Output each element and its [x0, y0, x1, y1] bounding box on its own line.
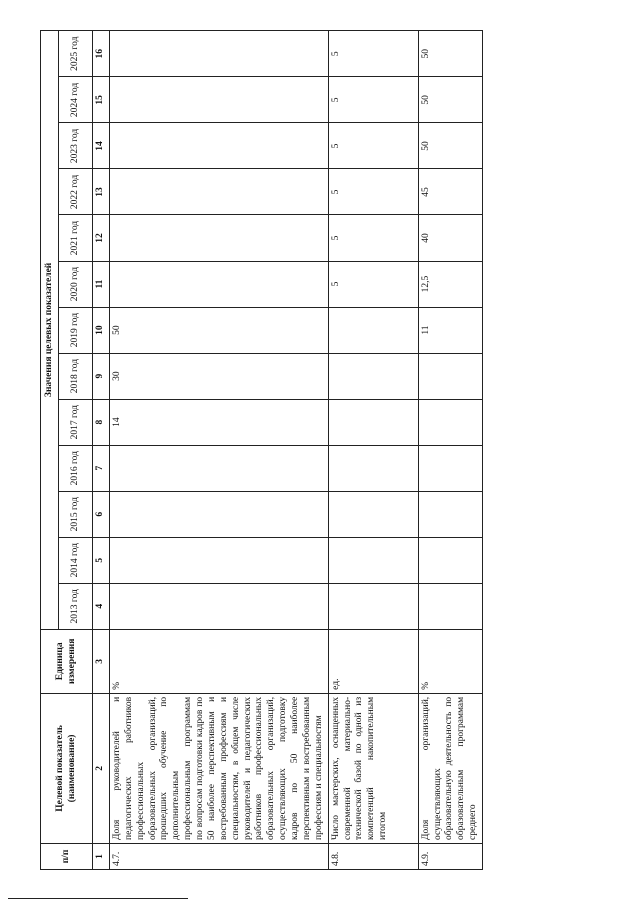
col-header-no: п/п	[41, 843, 93, 869]
value-cell: 50	[418, 31, 482, 77]
value-cell	[109, 77, 328, 123]
value-cell	[418, 353, 482, 399]
value-cell: 5	[328, 31, 418, 77]
value-cell	[328, 307, 418, 353]
indicator-name: Доля руководителей и педагогических работников профессиональных образовательных организаций, прошедших обучение по дополнительным профессиональным программам по вопросам подготовки кадров по 50 наиболее перспективным и востребованным профессиям и специальностям, в общем числе руководителей и педагогических работников профессиональных образовательных организаций, осуществляющих подготовку кадров по 50 наиболее перспективным и востребованным профессиям и специальностям	[109, 693, 328, 843]
value-cell	[109, 169, 328, 215]
value-cell: 50	[418, 77, 482, 123]
year-header: 2018 год	[59, 353, 93, 399]
year-header: 2020 год	[59, 261, 93, 307]
unit-cell: %	[418, 629, 482, 693]
value-cell	[328, 353, 418, 399]
year-header: 2015 год	[59, 491, 93, 537]
column-number: 8	[93, 399, 110, 445]
column-number: 4	[93, 583, 110, 629]
year-header: 2016 год	[59, 445, 93, 491]
col-header-values: Значения целевых показателей	[41, 31, 59, 630]
value-cell	[109, 261, 328, 307]
indicator-name: Доля организаций, осуществляющих образовательную деятельность по образовательным программам среднего	[418, 693, 482, 843]
column-number: 7	[93, 445, 110, 491]
column-number: 13	[93, 169, 110, 215]
value-cell	[109, 537, 328, 583]
table-row	[109, 31, 328, 870]
value-cell	[109, 491, 328, 537]
col-header-indicator: Целевой показатель (наименование)	[41, 693, 93, 843]
table-row	[328, 31, 418, 870]
value-cell	[328, 445, 418, 491]
value-cell: 5	[328, 169, 418, 215]
value-cell: 12,5	[418, 261, 482, 307]
value-cell: 40	[418, 215, 482, 261]
year-header: 2017 год	[59, 399, 93, 445]
value-cell	[418, 445, 482, 491]
column-number: 14	[93, 123, 110, 169]
value-cell: 5	[328, 215, 418, 261]
table-body	[109, 31, 482, 870]
value-cell	[109, 583, 328, 629]
row-number: 4.9.	[418, 843, 482, 869]
column-number: 12	[93, 215, 110, 261]
value-cell	[109, 445, 328, 491]
year-header: 2013 год	[59, 583, 93, 629]
year-header: 2021 год	[59, 215, 93, 261]
column-number: 3	[93, 629, 110, 693]
value-cell: 45	[418, 169, 482, 215]
value-cell	[109, 123, 328, 169]
value-cell: 11	[418, 307, 482, 353]
value-cell	[328, 537, 418, 583]
column-number: 15	[93, 77, 110, 123]
column-number: 9	[93, 353, 110, 399]
value-cell: 50	[109, 307, 328, 353]
value-cell	[328, 583, 418, 629]
value-cell: 5	[328, 123, 418, 169]
column-number: 6	[93, 491, 110, 537]
row-number: 4.8.	[328, 843, 418, 869]
column-number: 11	[93, 261, 110, 307]
column-number: 2	[93, 693, 110, 843]
value-cell: 5	[328, 77, 418, 123]
col-header-unit: Единица измерения	[41, 629, 93, 693]
column-number: 1	[93, 843, 110, 869]
value-cell: 14	[109, 399, 328, 445]
year-header: 2023 год	[59, 123, 93, 169]
value-cell: 50	[418, 123, 482, 169]
column-number: 16	[93, 31, 110, 77]
indicator-name: Число мастерских, оснащенных современной материально-технической базой по одной из компетенций накопительным итогом	[328, 693, 418, 843]
year-header: 2019 год	[59, 307, 93, 353]
row-number: 4.7.	[109, 843, 328, 869]
table-row	[418, 31, 482, 870]
column-number: 10	[93, 307, 110, 353]
value-cell	[109, 31, 328, 77]
value-cell: 5	[328, 261, 418, 307]
year-header: 2014 год	[59, 537, 93, 583]
unit-cell: ед.	[328, 629, 418, 693]
unit-cell: %	[109, 629, 328, 693]
year-header: 2024 год	[59, 77, 93, 123]
value-cell	[328, 491, 418, 537]
value-cell: 30	[109, 353, 328, 399]
value-cell	[418, 491, 482, 537]
column-number-row	[93, 31, 110, 870]
value-cell	[418, 537, 482, 583]
value-cell	[418, 399, 482, 445]
value-cell	[418, 583, 482, 629]
footnote-separator	[8, 898, 188, 899]
year-header: 2025 год	[59, 31, 93, 77]
value-cell	[109, 215, 328, 261]
column-number: 5	[93, 537, 110, 583]
value-cell	[328, 399, 418, 445]
year-header: 2022 год	[59, 169, 93, 215]
indicator-table	[40, 30, 483, 870]
